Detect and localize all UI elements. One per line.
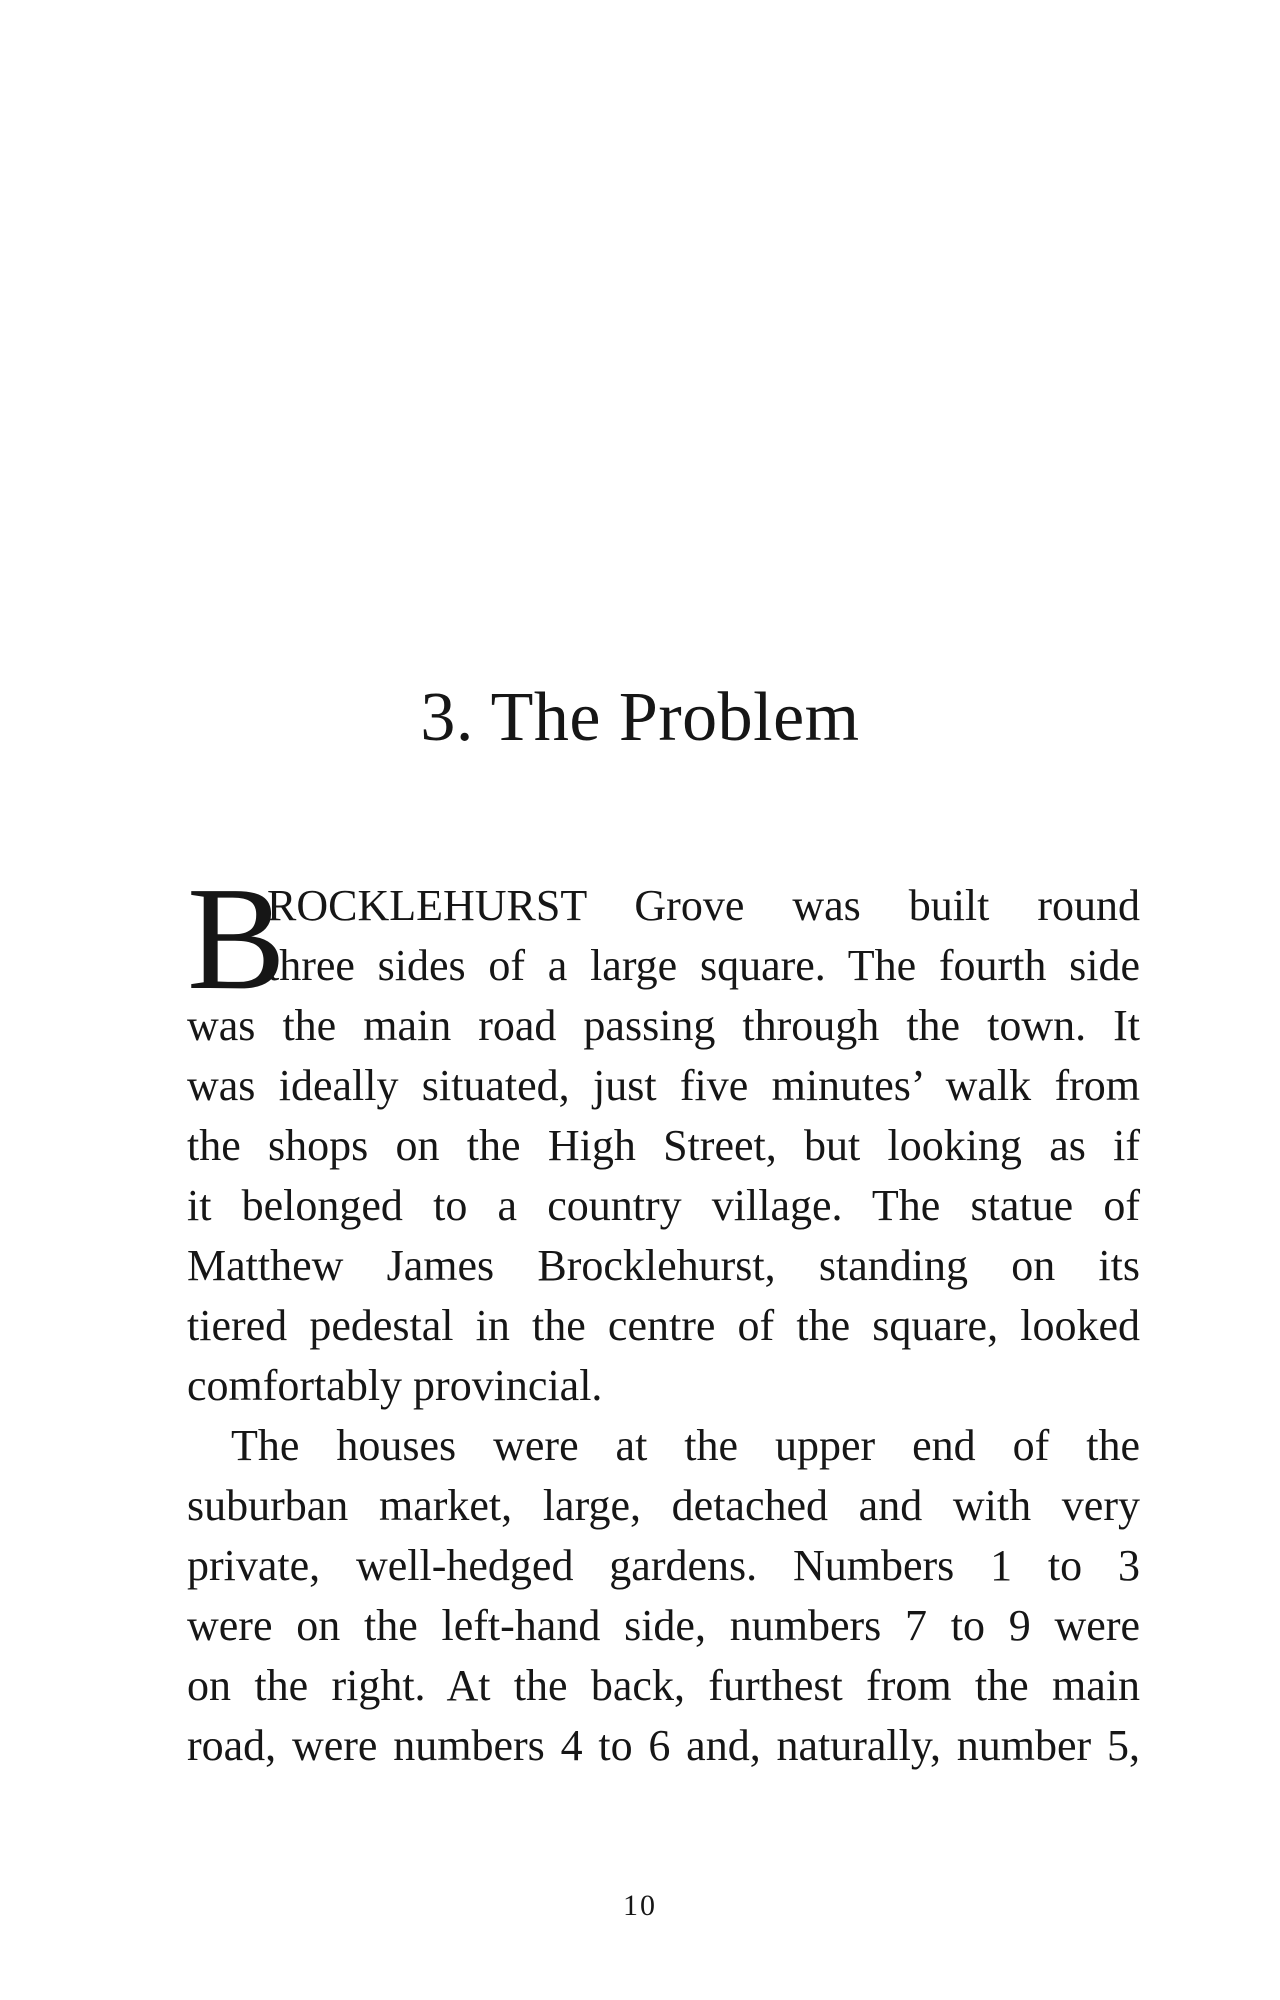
text-line: ROCKLEHURST Grove was built round xyxy=(267,881,1140,930)
text-line: was ideally situated, just five minutes’ walk from xyxy=(187,1061,1140,1110)
chapter-title: 3. The Problem xyxy=(420,679,860,756)
text-line: the shops on the High Street, but looking as if xyxy=(187,1121,1140,1170)
paragraph-2 xyxy=(187,1416,1140,1776)
text-line: it belonged to a country village. The statue of xyxy=(187,1181,1140,1230)
paragraph-1 xyxy=(187,857,1140,1416)
body-text xyxy=(187,857,1140,1776)
text-line: Matthew James Brocklehurst, standing on its xyxy=(187,1241,1140,1290)
text-line: suburban market, large, detached and with very xyxy=(187,1481,1140,1530)
text-line: road, were numbers 4 to 6 and, naturally, number 5, xyxy=(187,1721,1140,1770)
text-line: three sides of a large square. The fourth side xyxy=(267,941,1140,990)
text-line: comfortably provincial. xyxy=(187,1361,603,1410)
text-line: was the main road passing through the town. It xyxy=(187,1001,1140,1050)
page-number: 10 xyxy=(623,1889,657,1922)
drop-cap: B xyxy=(187,857,286,1021)
text-line: were on the left-hand side, numbers 7 to 9 were xyxy=(187,1601,1140,1650)
text-line: on the right. At the back, furthest from the main xyxy=(187,1661,1140,1710)
text-line: The houses were at the upper end of the xyxy=(231,1421,1140,1470)
text-line: tiered pedestal in the centre of the square, looked xyxy=(187,1301,1140,1350)
text-line: private, well-hedged gardens. Numbers 1 to 3 xyxy=(187,1541,1140,1590)
